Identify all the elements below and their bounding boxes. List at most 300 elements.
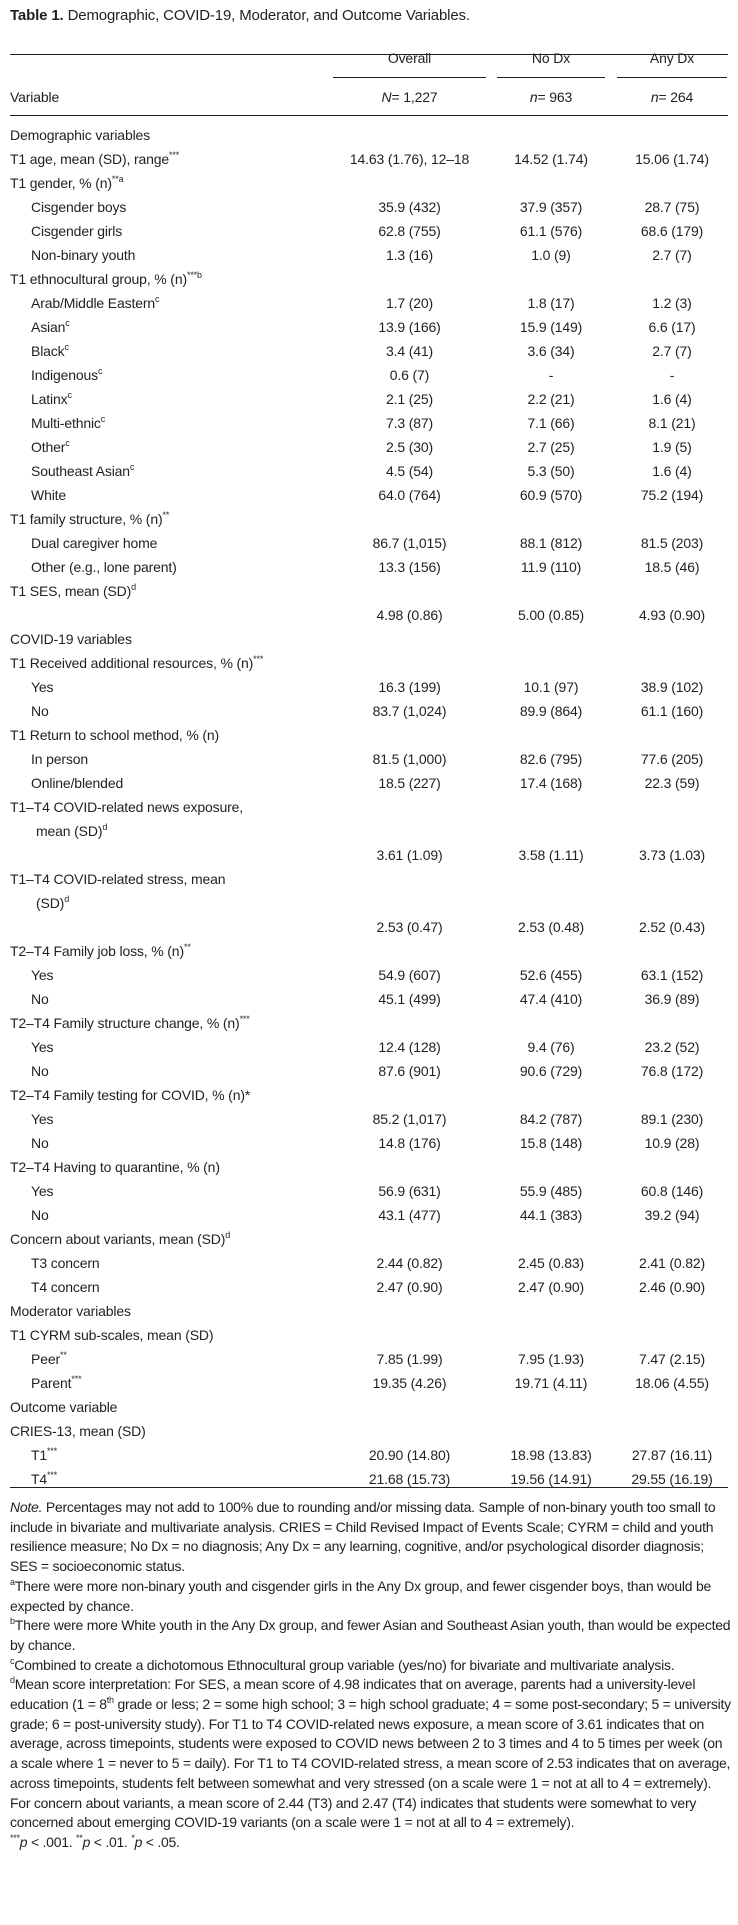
table-row <box>0 987 738 1011</box>
table-row <box>0 1155 738 1179</box>
row-label-text: T1 Return to school method, % (n) <box>10 727 220 743</box>
significance-marker: c <box>64 342 69 352</box>
row-label <box>10 867 225 891</box>
cell-overall: 21.68 (15.73) <box>368 1471 451 1487</box>
n-value: = 264 <box>658 89 694 105</box>
row-label <box>31 363 102 387</box>
row-label-text: T1 CYRM sub-scales, mean (SD) <box>10 1327 214 1343</box>
table-row <box>0 291 738 315</box>
cell-no-dx: 18.98 (13.83) <box>510 1447 592 1463</box>
row-label <box>31 1251 100 1275</box>
row-label-text: Yes <box>31 1183 54 1199</box>
significance-marker: ** <box>162 510 170 520</box>
row-label <box>10 507 169 531</box>
cell-overall: 64.0 (764) <box>378 487 441 503</box>
cell-any-dx: 76.8 (172) <box>640 1063 704 1079</box>
row-label <box>10 267 202 291</box>
row-label <box>31 1203 49 1227</box>
table-row <box>0 699 738 723</box>
row-label <box>31 387 72 411</box>
table-row <box>0 1443 738 1467</box>
cell-any-dx: 81.5 (203) <box>640 535 704 551</box>
table-row <box>0 219 738 243</box>
values-row <box>0 603 738 627</box>
row-label-text: No <box>31 1063 49 1079</box>
footnote-text: There were more White youth in the Any Dx group, and fewer Asian and Southeast Asian youth, than would be expected by chance. <box>10 1617 731 1653</box>
general-note <box>10 1498 732 1577</box>
row-label <box>10 1011 250 1035</box>
footnote-mark: d <box>10 1675 15 1686</box>
cell-no-dx: 7.95 (1.93) <box>517 1351 585 1367</box>
row-label-text: T1 family structure, % (n) <box>10 511 163 527</box>
table-caption: Demographic, COVID-19, Moderator, and Outcome Variables. <box>67 7 470 24</box>
table-notes <box>10 1498 732 1853</box>
row-label-text: Concern about variants, mean (SD) <box>10 1231 226 1247</box>
row-label <box>31 675 53 699</box>
cell-no-dx: 15.9 (149) <box>519 319 583 335</box>
cell-no-dx: 15.8 (148) <box>519 1135 583 1151</box>
footnote-text: grade or less; 2 = some high school; 3 = high school graduate; 4 = some post-secondary; 5 = university grade; 6 = post-university study). For T1 to T4 COVID-related news exposure, a mean score of 3.61 indicates that on average, across timepoints, students were exposed to COVID news between 2 to 3 times and 4 to 5 times per week (on a scale where 1 = never to 5 = daily). For T1 to T4 COVID-related stress, a mean score of 2.53 indicates that on average, across timepoints, students felt between somewhat and very stressed (on a scale were 1 = not at all to 4 = extremely). For concern about variants, a mean score of 2.44 (T3) and 2.47 (T4) indicates that students were somewhat to very concerned about emerging COVID-19 variants (on a scale were 1 = not at all to 4 = extremely). <box>10 1696 731 1831</box>
row-label-text: T2–T4 Family structure change, % (n) <box>10 1015 240 1031</box>
n-symbol: N <box>381 89 392 105</box>
table-row <box>0 1227 738 1251</box>
row-label <box>31 747 88 771</box>
row-label <box>31 195 126 219</box>
cell-any-dx: 3.73 (1.03) <box>638 847 706 863</box>
section-heading-row <box>0 1299 738 1323</box>
row-label-text: T1 ethnocultural group, % (n) <box>10 271 187 287</box>
row-label <box>10 795 243 819</box>
row-label <box>31 1179 53 1203</box>
row-label-text: Demographic variables <box>10 127 151 143</box>
cell-overall: 62.8 (755) <box>378 223 441 239</box>
p-symbol: p <box>82 1833 91 1850</box>
cell-no-dx: 19.71 (4.11) <box>514 1375 588 1391</box>
significance-marker: c <box>65 438 70 448</box>
cell-any-dx: 2.52 (0.43) <box>638 919 706 935</box>
cell-no-dx: 60.9 (570) <box>519 487 583 503</box>
cell-overall: 20.90 (14.80) <box>368 1447 451 1463</box>
cell-no-dx: 2.47 (0.90) <box>517 1279 585 1295</box>
cell-overall: 7.85 (1.99) <box>376 1351 443 1367</box>
bottom-rule <box>10 1487 728 1488</box>
row-label <box>31 243 135 267</box>
row-label <box>31 483 66 507</box>
table-row <box>0 675 738 699</box>
section-heading-row <box>0 1395 738 1419</box>
row-label-text: Yes <box>31 967 54 983</box>
note-text: Percentages may not add to 100% due to rounding and/or missing data. Sample of non-binary youth too small to include in bivariate and multivariate analysis. CRIES = Child Revised Impact of Events Scale; CYRM = child and youth resilience measure; No Dx = no diagnosis; Any Dx = any learning, cognitive, and/or psychological disorder diagnosis; SES = socioeconomic status. <box>10 1499 716 1575</box>
table-row <box>0 819 738 843</box>
table-row <box>0 195 738 219</box>
cell-any-dx: 38.9 (102) <box>640 679 704 695</box>
cell-no-dx: 19.56 (14.91) <box>510 1471 592 1487</box>
p-threshold: < .001. <box>27 1833 77 1850</box>
p-threshold: < .05. <box>142 1833 180 1850</box>
row-label <box>31 459 134 483</box>
cell-overall: 3.4 (41) <box>385 343 434 359</box>
table-row <box>0 147 738 171</box>
row-label-text: Cisgender boys <box>31 199 127 215</box>
cell-no-dx: 84.2 (787) <box>519 1111 583 1127</box>
cell-overall: 85.2 (1,017) <box>372 1111 447 1127</box>
row-label <box>10 723 219 747</box>
n-value: = 963 <box>537 89 573 105</box>
header-subrule <box>333 77 486 78</box>
cell-no-dx: 47.4 (410) <box>519 991 583 1007</box>
cell-any-dx: - <box>669 367 675 383</box>
table-row <box>0 435 738 459</box>
row-label-text: T4 concern <box>31 1279 100 1295</box>
significance-marker: c <box>67 390 72 400</box>
cell-overall: 12.4 (128) <box>378 1039 441 1055</box>
header-bottom-rule <box>10 115 728 116</box>
footnote-text: Combined to create a dichotomous Ethnocultural group variable (yes/no) for bivariate and multivariate analysis. <box>14 1656 675 1673</box>
cell-any-dx: 10.9 (28) <box>644 1135 700 1151</box>
cell-no-dx: 90.6 (729) <box>519 1063 583 1079</box>
row-label-text: T2–T4 Family testing for COVID, % (n)* <box>10 1087 251 1103</box>
table-row <box>0 531 738 555</box>
cell-no-dx: 2.53 (0.48) <box>517 919 585 935</box>
row-label-text: T3 concern <box>31 1255 100 1271</box>
significance-marker: *** <box>169 150 180 160</box>
cell-overall: 13.9 (166) <box>378 319 441 335</box>
table-title <box>10 7 470 24</box>
row-label <box>31 1035 53 1059</box>
footnote-mark: a <box>10 1576 15 1587</box>
cell-overall: 19.35 (4.26) <box>372 1375 447 1391</box>
row-label-text: In person <box>31 751 89 767</box>
row-label-text: No <box>31 1135 49 1151</box>
table-row <box>0 243 738 267</box>
row-label <box>31 1443 57 1467</box>
table-row <box>0 939 738 963</box>
cell-any-dx: 8.1 (21) <box>648 415 696 431</box>
row-label-text: Other (e.g., lone parent) <box>31 559 177 575</box>
significance-marker: **a <box>111 174 124 184</box>
row-label-text: Yes <box>31 1039 54 1055</box>
n-symbol: n <box>529 89 538 105</box>
cell-no-dx: 82.6 (795) <box>519 751 583 767</box>
row-label-text: Parent <box>31 1375 72 1391</box>
cell-no-dx: 9.4 (76) <box>527 1039 575 1055</box>
sample-size-no-dx <box>497 85 605 109</box>
table-row <box>0 387 738 411</box>
cell-no-dx: 5.00 (0.85) <box>517 607 585 623</box>
row-label-text: T1 SES, mean (SD) <box>10 583 132 599</box>
row-label-text: T2–T4 Family job loss, % (n) <box>10 943 184 959</box>
row-label-text: Latinx <box>31 391 68 407</box>
table-row <box>0 411 738 435</box>
row-label-text: T1 gender, % (n) <box>10 175 112 191</box>
footnote-d <box>10 1675 732 1833</box>
row-label <box>10 579 136 603</box>
table-row <box>0 795 738 819</box>
p-symbol: p <box>134 1833 143 1850</box>
row-label-text: Southeast Asian <box>31 463 130 479</box>
cell-any-dx: 2.7 (7) <box>652 247 692 263</box>
cell-any-dx: 89.1 (230) <box>640 1111 704 1127</box>
row-label <box>10 1227 230 1251</box>
cell-overall: 4.5 (54) <box>385 463 434 479</box>
cell-any-dx: 29.55 (16.19) <box>631 1471 713 1487</box>
significance-marker: ** <box>183 942 191 952</box>
table-row <box>0 1083 738 1107</box>
cell-overall: 14.63 (1.76), 12–18 <box>349 151 470 167</box>
row-label <box>31 291 159 315</box>
row-label <box>31 411 105 435</box>
row-label-text: Yes <box>31 1111 54 1127</box>
cell-no-dx: - <box>548 367 554 383</box>
table-row <box>0 459 738 483</box>
table-row <box>0 651 738 675</box>
cell-no-dx: 88.1 (812) <box>519 535 583 551</box>
footnote-text: There were more non-binary youth and cisgender girls in the Any Dx group, and fewer cisgender boys, than would be expected by chance. <box>10 1577 712 1614</box>
table-row <box>0 483 738 507</box>
table-row <box>0 771 738 795</box>
row-label-text: White <box>31 487 67 503</box>
row-label <box>31 1347 67 1371</box>
table-row <box>0 1203 738 1227</box>
row-label-text: T1 <box>31 1447 48 1463</box>
row-label-text: T2–T4 Having to quarantine, % (n) <box>10 1159 220 1175</box>
table-row <box>0 1251 738 1275</box>
values-row <box>0 843 738 867</box>
cell-any-dx: 15.06 (1.74) <box>635 151 709 167</box>
cell-overall: 54.9 (607) <box>378 967 441 983</box>
cell-any-dx: 75.2 (194) <box>640 487 704 503</box>
row-label-text: T1 age, mean (SD), range <box>10 151 170 167</box>
row-label-text: T1–T4 COVID-related stress, mean <box>10 871 226 887</box>
row-label <box>31 339 69 363</box>
cell-any-dx: 63.1 (152) <box>640 967 704 983</box>
cell-overall: 18.5 (227) <box>378 775 441 791</box>
row-label <box>10 1419 146 1443</box>
cell-any-dx: 61.1 (160) <box>640 703 704 719</box>
table-row <box>0 747 738 771</box>
cell-no-dx: 3.58 (1.11) <box>518 847 584 863</box>
row-label-text: Multi-ethnic <box>31 415 101 431</box>
cell-any-dx: 36.9 (89) <box>644 991 700 1007</box>
table-row <box>0 579 738 603</box>
row-label-text: Asian <box>31 319 66 335</box>
significance-marker: d <box>131 582 137 592</box>
row-label <box>10 171 123 195</box>
row-label-text: T1–T4 COVID-related news exposure, <box>10 799 244 815</box>
row-label-text: Black <box>31 343 65 359</box>
footnote-text: Mean score interpretation: For SES, a mean score of 4.98 indicates that on average, parents had a university-level education (1 = 8 <box>10 1676 696 1713</box>
note-label: Note. <box>10 1499 43 1515</box>
col-header-no-dx: No Dx <box>531 50 571 66</box>
cell-any-dx: 77.6 (205) <box>640 751 704 767</box>
n-symbol: n <box>650 89 659 105</box>
cell-overall: 56.9 (631) <box>378 1183 441 1199</box>
cell-overall: 0.6 (7) <box>389 367 430 383</box>
cell-any-dx: 22.3 (59) <box>644 775 700 791</box>
cell-any-dx: 28.7 (75) <box>644 199 700 215</box>
cell-any-dx: 1.6 (4) <box>652 463 692 479</box>
row-label <box>36 891 69 915</box>
row-label-text: No <box>31 1207 49 1223</box>
stars: * <box>131 1832 135 1843</box>
cell-no-dx: 89.9 (864) <box>519 703 583 719</box>
stars: ** <box>76 1832 83 1843</box>
cell-overall: 4.98 (0.86) <box>376 607 443 623</box>
cell-overall: 3.61 (1.09) <box>376 847 443 863</box>
footnote-mark: c <box>10 1655 15 1666</box>
cell-overall: 2.1 (25) <box>385 391 434 407</box>
row-label <box>10 1083 250 1107</box>
row-label <box>31 1059 49 1083</box>
table-row <box>0 507 738 531</box>
cell-no-dx: 2.7 (25) <box>527 439 575 455</box>
row-label <box>10 1299 131 1323</box>
row-label-text: Yes <box>31 679 54 695</box>
cell-any-dx: 39.2 (94) <box>644 1207 700 1223</box>
significance-marker: *** <box>47 1446 58 1456</box>
cell-any-dx: 7.47 (2.15) <box>638 1351 706 1367</box>
cell-no-dx: 5.3 (50) <box>527 463 575 479</box>
p-threshold: < .01. <box>90 1833 132 1850</box>
row-label-text: No <box>31 991 49 1007</box>
cell-no-dx: 52.6 (455) <box>519 967 583 983</box>
significance-marker: *** <box>253 654 264 664</box>
cell-no-dx: 2.45 (0.83) <box>517 1255 585 1271</box>
significance-legend <box>10 1833 732 1853</box>
significance-marker: ** <box>59 1350 67 1360</box>
table-row <box>0 1275 738 1299</box>
cell-overall: 14.8 (176) <box>378 1135 441 1151</box>
table-row <box>0 867 738 891</box>
cell-no-dx: 1.8 (17) <box>527 295 575 311</box>
cell-any-dx: 60.8 (146) <box>640 1183 704 1199</box>
table-row <box>0 1419 738 1443</box>
cell-no-dx: 14.52 (1.74) <box>514 151 588 167</box>
cell-overall: 7.3 (87) <box>385 415 434 431</box>
footnote-mark: b <box>10 1616 15 1627</box>
cell-any-dx: 27.87 (16.11) <box>631 1447 713 1463</box>
cell-any-dx: 18.5 (46) <box>644 559 700 575</box>
table-row <box>0 339 738 363</box>
cell-overall: 45.1 (499) <box>378 991 441 1007</box>
table-row <box>0 1323 738 1347</box>
row-label <box>36 819 107 843</box>
cell-overall: 16.3 (199) <box>378 679 441 695</box>
row-label-text: T1 Received additional resources, % (n) <box>10 655 254 671</box>
significance-marker: *** <box>239 1014 250 1024</box>
stars: *** <box>10 1832 20 1843</box>
cell-no-dx: 61.1 (576) <box>519 223 583 239</box>
row-label <box>10 627 132 651</box>
col-header-variable: Variable <box>10 89 60 105</box>
cell-any-dx: 4.93 (0.90) <box>638 607 706 623</box>
header-subrule <box>617 77 727 78</box>
row-label-text: COVID-19 variables <box>10 631 132 647</box>
table-row <box>0 315 738 339</box>
cell-no-dx: 3.6 (34) <box>527 343 575 359</box>
table-row <box>0 963 738 987</box>
significance-marker: d <box>102 822 108 832</box>
row-label <box>31 315 70 339</box>
table-row <box>0 1347 738 1371</box>
cell-overall: 81.5 (1,000) <box>372 751 447 767</box>
cell-no-dx: 17.4 (168) <box>519 775 583 791</box>
cell-overall: 1.7 (20) <box>385 295 434 311</box>
table-label: Table 1. <box>10 7 64 24</box>
cell-any-dx: 1.2 (3) <box>652 295 692 311</box>
significance-marker: c <box>98 366 103 376</box>
row-label <box>31 987 49 1011</box>
sample-size-any-dx <box>617 85 727 109</box>
row-label-text: Peer <box>31 1351 60 1367</box>
table-row <box>0 1107 738 1131</box>
row-label <box>31 1371 81 1395</box>
table-row <box>0 723 738 747</box>
cell-overall: 2.5 (30) <box>385 439 434 455</box>
significance-marker: c <box>129 462 135 472</box>
cell-any-dx: 1.9 (5) <box>652 439 692 455</box>
cell-no-dx: 37.9 (357) <box>519 199 583 215</box>
cell-no-dx: 55.9 (485) <box>519 1183 583 1199</box>
cell-any-dx: 6.6 (17) <box>648 319 696 335</box>
row-label <box>10 1395 117 1419</box>
row-label-text: Other <box>31 439 66 455</box>
row-label <box>31 1275 100 1299</box>
significance-marker: c <box>155 294 160 304</box>
row-label-text: CRIES-13, mean (SD) <box>10 1423 146 1439</box>
table-row <box>0 1371 738 1395</box>
col-header-overall: Overall <box>387 50 432 66</box>
cell-any-dx: 2.46 (0.90) <box>638 1279 706 1295</box>
table-row <box>0 363 738 387</box>
cell-overall: 2.47 (0.90) <box>376 1279 443 1295</box>
row-label <box>31 771 123 795</box>
significance-marker: *** <box>47 1470 58 1480</box>
significance-marker: c <box>100 414 106 424</box>
row-label <box>31 963 53 987</box>
row-label <box>10 651 263 675</box>
row-label <box>10 939 191 963</box>
cell-overall: 87.6 (901) <box>378 1063 441 1079</box>
cell-any-dx: 18.06 (4.55) <box>635 1375 709 1391</box>
row-label <box>31 1131 49 1155</box>
row-label <box>31 435 70 459</box>
significance-marker: d <box>225 1230 231 1240</box>
cell-any-dx: 23.2 (52) <box>644 1039 700 1055</box>
table-row <box>0 267 738 291</box>
cell-overall: 2.53 (0.47) <box>376 919 443 935</box>
cell-no-dx: 7.1 (66) <box>527 415 575 431</box>
cell-no-dx: 44.1 (383) <box>519 1207 583 1223</box>
significance-marker: ***b <box>186 270 202 280</box>
row-label <box>31 531 157 555</box>
significance-marker: *** <box>71 1374 82 1384</box>
cell-overall: 43.1 (477) <box>378 1207 441 1223</box>
cell-any-dx: 68.6 (179) <box>640 223 704 239</box>
row-label <box>10 1155 220 1179</box>
table-row <box>0 1011 738 1035</box>
col-header-any-dx: Any Dx <box>649 50 695 66</box>
row-label-text: Dual caregiver home <box>31 535 158 551</box>
row-label <box>31 699 49 723</box>
row-label-text: Non-binary youth <box>31 247 136 263</box>
table-row <box>0 891 738 915</box>
row-label <box>10 147 179 171</box>
row-label-text: No <box>31 703 49 719</box>
table-row <box>0 1059 738 1083</box>
row-label-text: (SD) <box>36 895 65 911</box>
cell-no-dx: 2.2 (21) <box>527 391 575 407</box>
